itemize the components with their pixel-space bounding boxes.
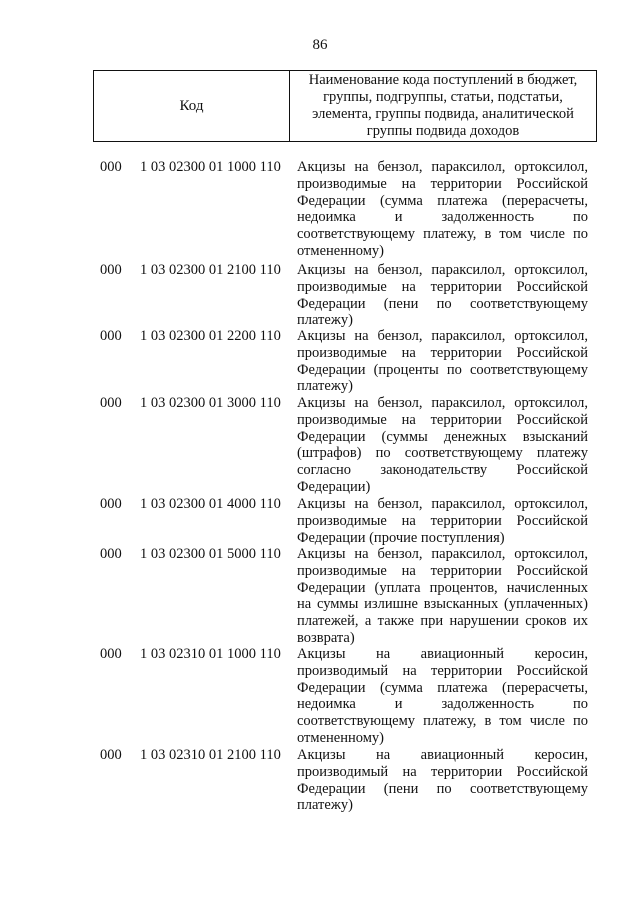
description-line: Акцизы на авиационный керосин, [297, 646, 588, 662]
description-line: Федерации (сумма платежа (перерасчеты, [297, 192, 588, 209]
row-description [297, 395, 588, 496]
row-description [297, 546, 588, 647]
description-line: Акцизы на авиационный керосин, [297, 747, 588, 763]
row-description [297, 646, 588, 747]
row-admin-code: 000 [100, 496, 122, 512]
description-line: соответствующему платежу, в том числе по [297, 713, 588, 730]
description-line: Федерации (пени по соответствующему [297, 780, 588, 797]
header-name-label: Наименование кода поступлений в бюджет, группы, подгруппы, статьи, подстатьи, элемента, группы подвида, аналитической группы подвида доходов [308, 72, 578, 139]
description-line: (штрафов) по соответствующему платежу [297, 445, 588, 462]
description-line: согласно законодательству Российской [297, 462, 588, 479]
description-line: отмененному) [297, 242, 384, 259]
description-line: производимые на территории Российской [297, 512, 588, 529]
description-line: недоимка и задолженность по [297, 209, 588, 226]
description-line: Акцизы на бензол, параксилол, ортоксилол, [297, 262, 588, 278]
description-line: соответствующему платежу, в том числе по [297, 226, 588, 243]
description-line: недоимка и задолженность по [297, 696, 588, 713]
row-budget-code: 1 03 02310 01 1000 110 [140, 646, 281, 662]
description-line: Федерации (пени по соответствующему [297, 295, 588, 312]
description-line: производимые на территории Российской [297, 175, 588, 192]
row-description [297, 159, 588, 260]
description-line: возврата) [297, 629, 355, 646]
description-line: производимые на территории Российской [297, 278, 588, 295]
description-line: Федерации) [297, 478, 371, 495]
row-admin-code: 000 [100, 747, 122, 763]
row-admin-code: 000 [100, 646, 122, 662]
row-description [297, 262, 588, 329]
row-budget-code: 1 03 02300 01 1000 110 [140, 159, 281, 175]
row-admin-code: 000 [100, 546, 122, 562]
description-line: производимые на территории Российской [297, 411, 588, 428]
row-budget-code: 1 03 02300 01 4000 110 [140, 496, 281, 512]
description-line: производимые на территории Российской [297, 344, 588, 361]
description-line: Федерации (прочие поступления) [297, 529, 505, 546]
header-code-label: Код [94, 71, 290, 141]
row-budget-code: 1 03 02300 01 3000 110 [140, 395, 281, 411]
description-line: платежей, а также при нарушении сроков их [297, 613, 588, 630]
row-admin-code: 000 [100, 328, 122, 344]
table-header [93, 70, 597, 142]
description-line: Федерации (сумма платежа (перерасчеты, [297, 679, 588, 696]
row-description [297, 747, 588, 814]
description-line: Акцизы на бензол, параксилол, ортоксилол, [297, 496, 588, 512]
description-line: Федерации (уплата процентов, начисленных [297, 579, 588, 596]
row-admin-code: 000 [100, 395, 122, 411]
row-admin-code: 000 [100, 159, 122, 175]
description-line: Акцизы на бензол, параксилол, ортоксилол, [297, 546, 588, 562]
row-description [297, 496, 588, 546]
description-line: платежу) [297, 378, 353, 395]
description-line: производимые на территории Российской [297, 562, 588, 579]
description-line: производимый на территории Российской [297, 763, 588, 780]
description-line: Федерации (суммы денежных взысканий [297, 428, 588, 445]
description-line: отмененному) [297, 729, 384, 746]
row-description [297, 328, 588, 395]
description-line: Федерации (проценты по соответствующему [297, 361, 588, 378]
description-line: Акцизы на бензол, параксилол, ортоксилол, [297, 328, 588, 344]
row-budget-code: 1 03 02310 01 2100 110 [140, 747, 281, 763]
description-line: на суммы излишне взысканных (уплаченных) [297, 596, 588, 613]
description-line: платежу) [297, 797, 353, 814]
page-number: 86 [312, 37, 328, 53]
description-line: производимый на территории Российской [297, 662, 588, 679]
description-line: платежу) [297, 312, 353, 329]
description-line: Акцизы на бензол, параксилол, ортоксилол, [297, 159, 588, 175]
row-budget-code: 1 03 02300 01 2100 110 [140, 262, 281, 278]
description-line: Акцизы на бензол, параксилол, ортоксилол, [297, 395, 588, 411]
row-budget-code: 1 03 02300 01 5000 110 [140, 546, 281, 562]
row-admin-code: 000 [100, 262, 122, 278]
row-budget-code: 1 03 02300 01 2200 110 [140, 328, 281, 344]
